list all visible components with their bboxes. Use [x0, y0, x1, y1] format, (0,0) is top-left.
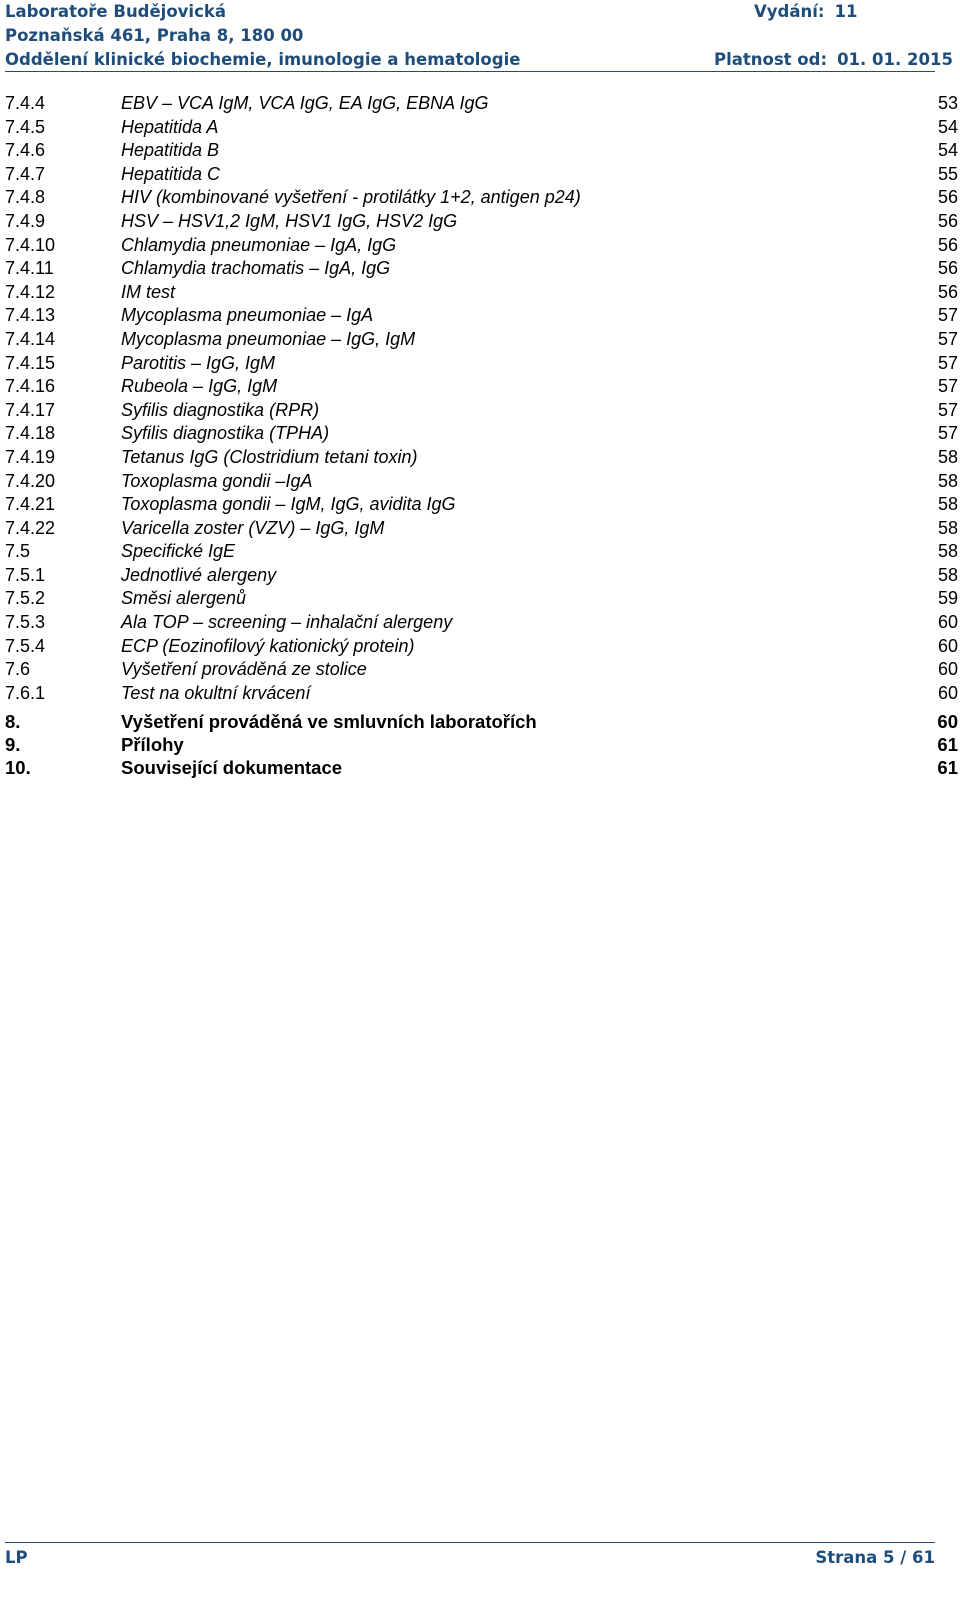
header-divider	[5, 71, 935, 72]
edition-value: 11	[834, 2, 858, 21]
header-row-1	[5, 0, 935, 24]
toc-entry-title: Vyšetření prováděná ve smluvních laboratořích	[121, 711, 537, 733]
toc-entry-number: 7.4.13	[5, 305, 56, 326]
toc-entry-title: Rubeola – IgG, IgM	[121, 376, 278, 397]
toc-entry-title: Jednotlivé alergeny	[121, 564, 277, 585]
toc-entry-page: 59	[937, 588, 958, 609]
toc-entry-title: Test na okultní krvácení	[121, 682, 311, 703]
header-row-3	[5, 48, 953, 72]
toc-entry-number: 7.4.7	[5, 163, 46, 184]
toc-entry-page: 57	[937, 305, 958, 326]
toc-entry[interactable]	[5, 517, 958, 541]
toc-entry-number: 7.4.14	[5, 328, 56, 349]
toc-entry-number: 7.4.12	[5, 281, 56, 302]
toc-entry[interactable]	[5, 470, 958, 494]
toc-entry-number: 7.4.4	[5, 93, 46, 113]
toc-entry-number: 7.5	[5, 541, 31, 562]
toc-entry-title: Specifické IgE	[121, 541, 236, 562]
toc-entry[interactable]	[5, 139, 958, 163]
validity-label: Platnost od:	[714, 50, 828, 69]
toc-entry-title: Chlamydia trachomatis – IgA, IgG	[121, 258, 391, 279]
toc-entry-title: Syfilis diagnostika (TPHA)	[121, 423, 330, 444]
toc-entry-page: 61	[937, 734, 958, 756]
toc-entry-title: HIV (kombinované vyšetření - protilátky 1+2, antigen p24)	[121, 187, 581, 208]
toc-entry[interactable]	[5, 234, 958, 258]
toc-entry-title: Parotitis – IgG, IgM	[121, 352, 276, 373]
toc-entry[interactable]	[5, 186, 958, 210]
toc-entry-number: 7.6.1	[5, 682, 46, 703]
toc-entry-page: 58	[937, 564, 958, 585]
toc-entry-title: Syfilis diagnostika (RPR)	[121, 399, 320, 420]
toc-entry[interactable]	[5, 635, 958, 659]
toc-entry[interactable]	[5, 611, 958, 635]
table-of-contents	[5, 92, 958, 780]
toc-entry-title: Vyšetření prováděná ze stolice	[121, 659, 367, 680]
toc-entry[interactable]	[5, 682, 958, 706]
toc-entry-number: 7.4.15	[5, 352, 56, 373]
toc-entry-title: Mycoplasma pneumoniae – IgA	[121, 305, 374, 326]
toc-entry-page: 56	[937, 210, 958, 231]
toc-entry[interactable]	[5, 375, 958, 399]
toc-entry-title: Mycoplasma pneumoniae – IgG, IgM	[121, 328, 416, 349]
toc-entry-page: 58	[937, 494, 958, 515]
toc-entry-page: 60	[937, 612, 958, 633]
edition-info	[754, 0, 857, 24]
toc-entry-number: 7.4.16	[5, 376, 56, 397]
toc-entry-page: 54	[937, 116, 958, 137]
toc-entry-title: Hepatitida A	[121, 116, 219, 137]
toc-entry-page: 54	[937, 140, 958, 161]
toc-entry-number: 7.4.5	[5, 116, 46, 137]
toc-entry-page: 57	[937, 399, 958, 420]
toc-entry-page: 57	[937, 328, 958, 349]
toc-entry-page: 58	[937, 517, 958, 538]
toc-entry[interactable]	[5, 422, 958, 446]
toc-entry-title: Hepatitida B	[121, 140, 220, 161]
header-row-2	[5, 24, 935, 48]
toc-entry-title: Toxoplasma gondii – IgM, IgG, avidita IgG	[121, 494, 456, 515]
toc-entry-page: 55	[937, 163, 958, 184]
toc-entry-number: 7.4.18	[5, 423, 56, 444]
toc-entry-number: 9.	[5, 734, 21, 756]
toc-major-entry[interactable]	[5, 757, 958, 780]
toc-entry-number: 7.4.17	[5, 399, 56, 420]
toc-entry-title: HSV – HSV1,2 IgM, HSV1 IgG, HSV2 IgG	[121, 210, 458, 231]
toc-entry-page: 60	[937, 635, 958, 656]
toc-entry[interactable]	[5, 116, 958, 140]
page-header	[5, 0, 953, 72]
toc-entry[interactable]	[5, 352, 958, 376]
page-number: Strana 5 / 61	[815, 1548, 935, 1567]
toc-entry[interactable]	[5, 564, 958, 588]
toc-entry[interactable]	[5, 540, 958, 564]
validity-value: 01. 01. 2015	[837, 50, 953, 69]
toc-entry[interactable]	[5, 210, 958, 234]
edition-label: Vydání:	[754, 2, 825, 21]
toc-entry-number: 8.	[5, 711, 21, 733]
toc-entry-title: ECP (Eozinofilový kationický protein)	[121, 635, 415, 656]
toc-entry-title: Varicella zoster (VZV) – IgG, IgM	[121, 517, 385, 538]
toc-entry[interactable]	[5, 92, 958, 116]
toc-entry-title: Chlamydia pneumoniae – IgA, IgG	[121, 234, 397, 255]
toc-entry[interactable]	[5, 304, 958, 328]
toc-entry-title: Související dokumentace	[121, 757, 343, 779]
toc-entry-page: 57	[937, 423, 958, 444]
toc-entry-page: 56	[937, 187, 958, 208]
toc-entry[interactable]	[5, 493, 958, 517]
toc-entry-number: 7.4.8	[5, 187, 46, 208]
toc-entry-title: EBV – VCA IgM, VCA IgG, EA IgG, EBNA IgG	[121, 93, 489, 113]
page-footer	[5, 1545, 935, 1571]
toc-entry-page: 60	[937, 711, 958, 733]
toc-entry-number: 10.	[5, 757, 31, 779]
footer-divider	[5, 1542, 935, 1543]
lab-name: Laboratoře Budějovická	[5, 2, 226, 21]
toc-major-entry[interactable]	[5, 711, 958, 734]
toc-entry-page: 58	[937, 541, 958, 562]
toc-entry-title: IM test	[121, 281, 176, 302]
toc-entry-page: 60	[937, 682, 958, 703]
toc-entry-page: 58	[937, 470, 958, 491]
toc-entry-number: 7.5.2	[5, 588, 46, 609]
toc-entry[interactable]	[5, 658, 958, 682]
toc-entry-title: Ala TOP – screening – inhalační alergeny	[121, 612, 453, 633]
toc-entry-number: 7.5.3	[5, 612, 46, 633]
department-name: Oddělení klinické biochemie, imunologie a hematologie	[5, 50, 521, 69]
toc-entry-page: 61	[937, 757, 958, 779]
toc-entry-page: 57	[937, 352, 958, 373]
toc-entry[interactable]	[5, 163, 958, 187]
toc-entry[interactable]	[5, 328, 958, 352]
toc-entry-page: 53	[937, 93, 958, 113]
toc-entry-title: Přílohy	[121, 734, 184, 756]
toc-entry[interactable]	[5, 257, 958, 281]
footer-doc-code: LP	[5, 1548, 28, 1567]
toc-entry-number: 7.6	[5, 659, 31, 680]
toc-entry-number: 7.4.19	[5, 446, 56, 467]
toc-entry-number: 7.4.21	[5, 494, 56, 515]
toc-entry-number: 7.5.4	[5, 635, 46, 656]
toc-entry-number: 7.4.10	[5, 234, 56, 255]
toc-entry-number: 7.4.20	[5, 470, 56, 491]
toc-entry-number: 7.5.1	[5, 564, 46, 585]
toc-entry[interactable]	[5, 281, 958, 305]
toc-entry-number: 7.4.9	[5, 210, 46, 231]
toc-entry-page: 60	[937, 659, 958, 680]
toc-entry-number: 7.4.6	[5, 140, 46, 161]
toc-entry-page: 57	[937, 376, 958, 397]
toc-entry-title: Toxoplasma gondii –IgA	[121, 470, 313, 491]
validity-info	[714, 48, 953, 72]
toc-entry-number: 7.4.11	[5, 258, 54, 279]
toc-entry[interactable]	[5, 446, 958, 470]
toc-entry-title: Tetanus IgG (Clostridium tetani toxin)	[121, 446, 418, 467]
lab-address: Poznaňská 461, Praha 8, 180 00	[5, 26, 304, 45]
toc-entry-number: 7.4.22	[5, 517, 56, 538]
toc-entry-title: Směsi alergenů	[121, 588, 247, 609]
toc-entry-title: Hepatitida C	[121, 163, 221, 184]
toc-entry-page: 56	[937, 258, 958, 279]
toc-entry-page: 56	[937, 234, 958, 255]
toc-entry-page: 56	[937, 281, 958, 302]
toc-entry-page: 58	[937, 446, 958, 467]
toc-major-entry[interactable]	[5, 734, 958, 757]
toc-entry[interactable]	[5, 399, 958, 423]
toc-entry[interactable]	[5, 587, 958, 611]
